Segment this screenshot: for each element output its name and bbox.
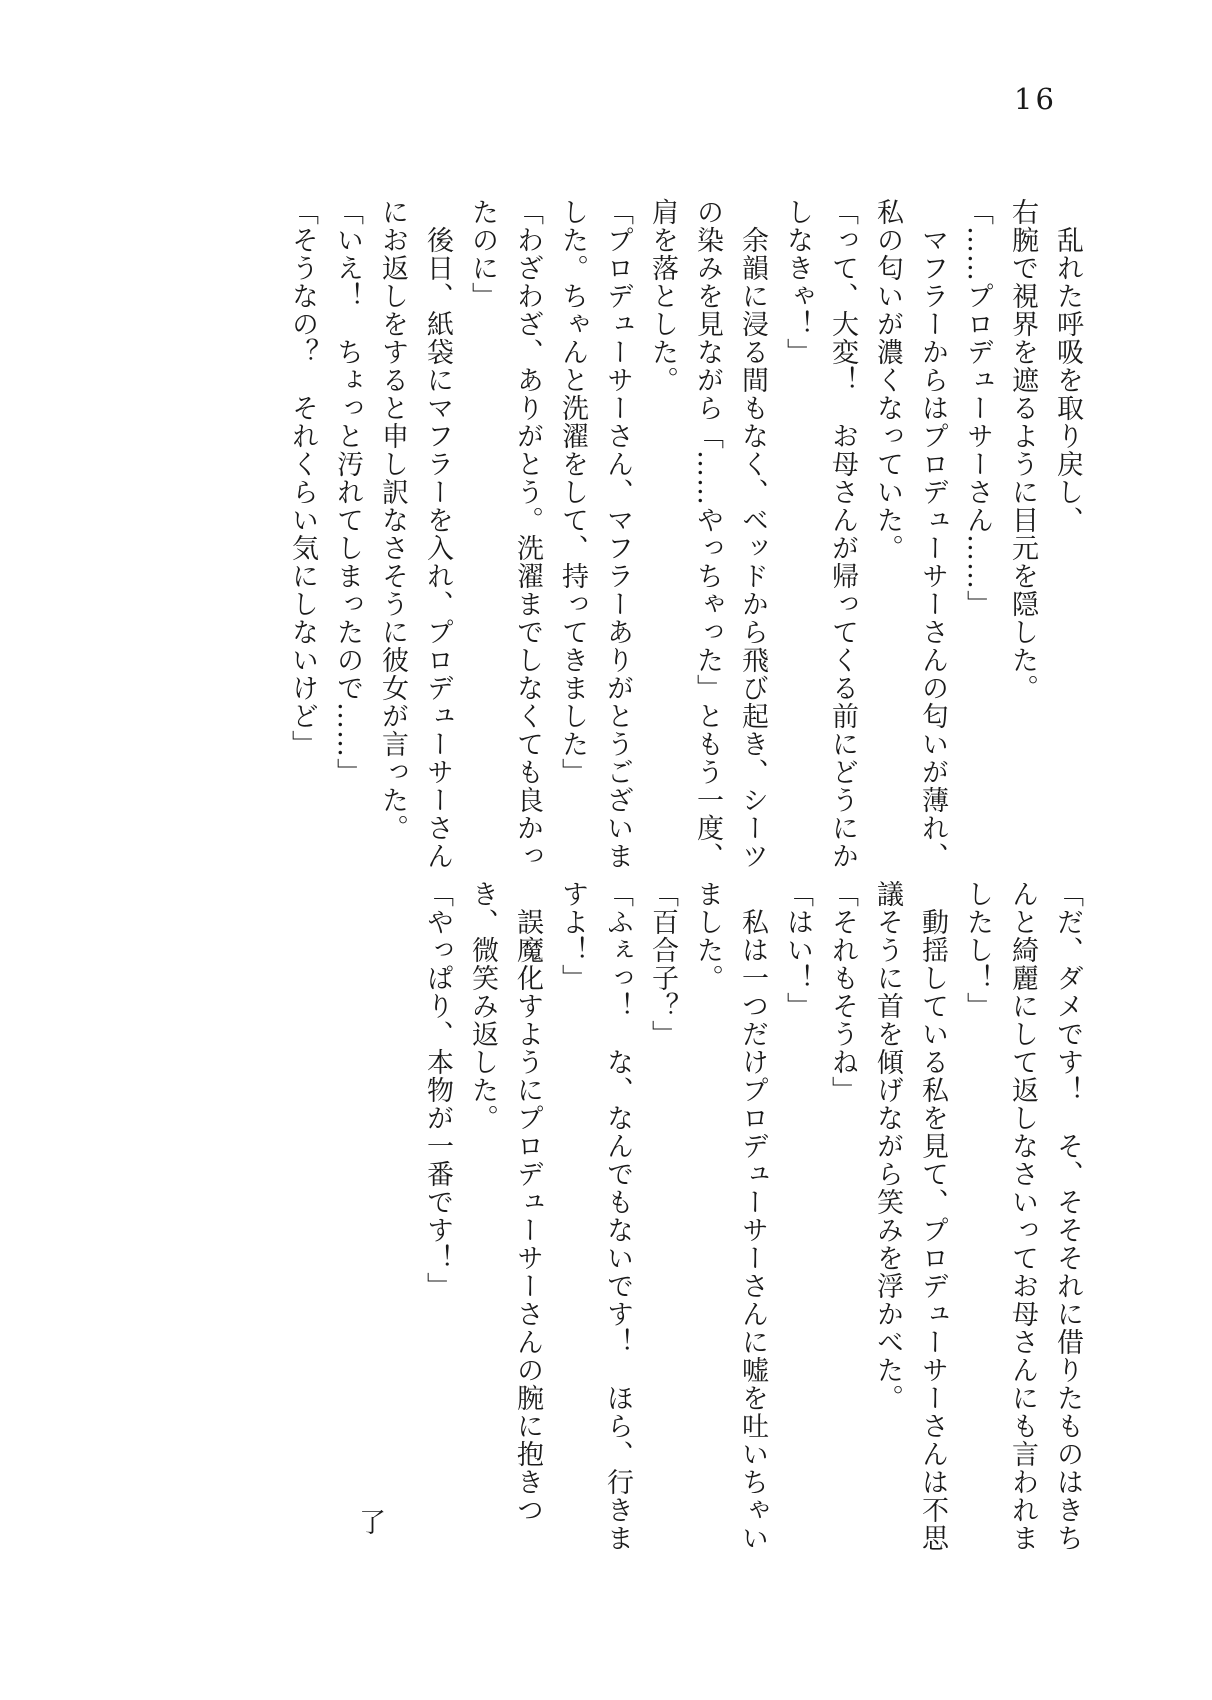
text-line: 「プロデューサーさん、マフラーありがとうございま <box>602 198 633 870</box>
text-line: 「って、大変！ お母さんが帰ってくる前にどうにか <box>827 198 858 870</box>
text-line: たのに」 <box>467 198 498 310</box>
page-number: 16 <box>1014 82 1057 116</box>
text-line: 後日、紙袋にマフラーを入れ、プロデューサーさん <box>422 198 453 870</box>
text-line: 「わざわざ、ありがとう。洗濯までしなくても良かっ <box>512 198 543 870</box>
text-line: 「それもそうね」 <box>827 880 858 1104</box>
text-line: 私の匂いが濃くなっていた。 <box>872 198 903 562</box>
text-line: 肩を落とした。 <box>647 198 678 394</box>
text-line: 「百合子？」 <box>647 880 678 1048</box>
text-line: 「はい！」 <box>782 880 813 1020</box>
text-line: しなきゃ！」 <box>782 198 813 366</box>
bottom-text-block <box>415 880 1090 1580</box>
text-line: んと綺麗にして返しなさいってお母さんにも言われま <box>1007 880 1038 1552</box>
text-line: 議そうに首を傾げながら笑みを浮かべた。 <box>872 880 903 1412</box>
text-line: 右腕で視界を遮るように目元を隠した。 <box>1007 198 1038 702</box>
text-line: すよ！」 <box>557 880 588 992</box>
top-text-block <box>280 198 1090 898</box>
end-mark: 了 <box>354 1508 385 1535</box>
text-line: き、微笑み返した。 <box>467 880 498 1132</box>
text-line: 私は一つだけプロデューサーさんに嘘を吐いちゃい <box>737 880 768 1552</box>
text-line: の染みを見ながら「……やっちゃった」ともう一度、 <box>692 198 723 870</box>
text-line: 動揺している私を見て、プロデューサーさんは不思 <box>917 880 948 1552</box>
text-line: マフラーからはプロデューサーさんの匂いが薄れ、 <box>917 198 948 870</box>
text-line: 余韻に浸る間もなく、ベッドから飛び起き、シーツ <box>737 198 768 870</box>
text-line: 「……プロデューサーさん……」 <box>962 198 993 618</box>
text-line: 「ふぇっ！ な、なんでもないです！ ほら、行きま <box>602 880 633 1552</box>
text-line: 「だ、ダメです！ そ、そそそれに借りたものはきち <box>1052 880 1083 1552</box>
text-line: 誤魔化すようにプロデューサーさんの腕に抱きつ <box>512 880 543 1524</box>
text-line: にお返しをすると申し訳なさそうに彼女が言った。 <box>377 198 408 842</box>
text-line: 「そうなの？ それくらい気にしないけど」 <box>287 198 318 758</box>
text-line: したし！」 <box>962 880 993 1020</box>
text-line: 「やっぱり、本物が一番です！」 <box>422 880 453 1300</box>
text-line: ました。 <box>692 880 723 992</box>
text-line: 乱れた呼吸を取り戻し、 <box>1052 198 1083 534</box>
text-line: 「いえ！ ちょっと汚れてしまったので……」 <box>332 198 363 786</box>
text-line: した。ちゃんと洗濯をして、持ってきました」 <box>557 198 588 786</box>
